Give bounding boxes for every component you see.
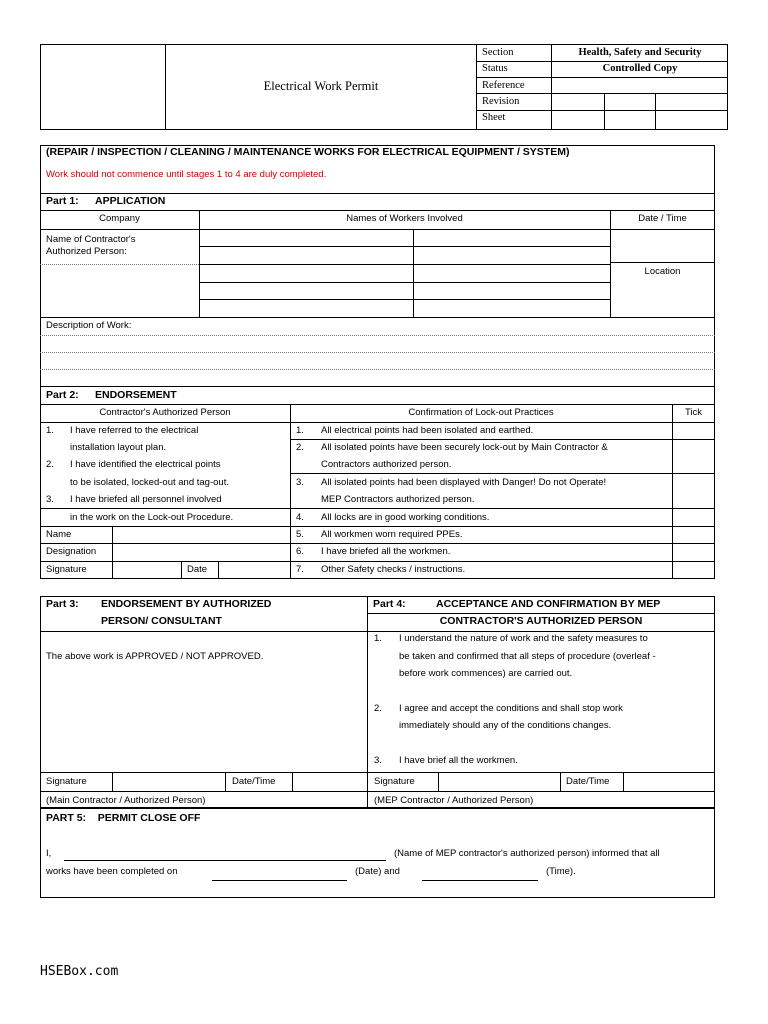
endorse-left-t5: I have briefed all personnel involved xyxy=(70,494,222,505)
col-workers: Names of Workers Involved xyxy=(346,213,463,224)
lockout-t5: All workmen worn required PPEs. xyxy=(321,529,463,540)
part5-time: (Time). xyxy=(546,866,576,877)
col-datetime: Date / Time xyxy=(638,213,687,224)
location-label: Location xyxy=(644,266,681,277)
lockout-t2: All isolated points have been securely lock-out by Main Contractor & xyxy=(321,442,608,453)
accept-n3: 3. xyxy=(374,755,382,766)
lockout-t3: All isolated points had been displayed with Danger! Do not Operate! xyxy=(321,477,607,488)
accept-t2: I agree and accept the conditions and shall stop work xyxy=(399,703,623,714)
header-value-section: Health, Safety and Security xyxy=(578,47,702,58)
accept-t1b: be taken and confirmed that all steps of procedure (overleaf - xyxy=(399,651,656,662)
header-value-status: Controlled Copy xyxy=(602,63,678,74)
lockout-n6: 6. xyxy=(296,546,304,557)
header-label-status: Status xyxy=(482,63,508,74)
part3-datetime-label: Date/Time xyxy=(232,776,276,787)
lockout-t4: All locks are in good working conditions. xyxy=(321,512,490,523)
endorse-left-t1: I have referred to the electrical xyxy=(70,425,199,436)
accept-t1c: before work commences) are carried out. xyxy=(399,668,573,679)
header-label-reference: Reference xyxy=(482,80,525,91)
endorse-left-t4: to be isolated, locked-out and tag-out. xyxy=(70,477,229,488)
part2-title: ENDORSEMENT xyxy=(95,389,177,401)
col-contractor-person: Contractor's Authorized Person xyxy=(99,407,231,418)
part1-title: APPLICATION xyxy=(95,195,166,207)
endorse-left-t2: installation layout plan. xyxy=(70,442,167,453)
part5-title: PART 5: PERMIT CLOSE OFF xyxy=(46,812,201,824)
part5-date-and: (Date) and xyxy=(355,866,400,877)
accept-n1: 1. xyxy=(374,633,382,644)
approval-text: The above work is APPROVED / NOT APPROVED. xyxy=(46,651,264,662)
warning-text: Work should not commence until stages 1 to 4 are duly completed. xyxy=(46,169,327,180)
part3-footer: (Main Contractor / Authorized Person) xyxy=(46,795,206,806)
part5-date-line[interactable] xyxy=(212,880,347,881)
header-label-sheet: Sheet xyxy=(482,112,506,123)
lockout-n7: 7. xyxy=(296,564,304,575)
accept-t1: I understand the nature of work and the safety measures to xyxy=(399,633,648,644)
endorse-left-n3: 2. xyxy=(46,459,54,470)
endorse-left-t3: I have identified the electrical points xyxy=(70,459,221,470)
site-footer: HSEBox.com xyxy=(40,964,119,979)
contractor-label-2: Authorized Person: xyxy=(46,246,127,257)
part2-number: Part 2: xyxy=(46,389,79,401)
date-label: Date xyxy=(187,564,208,575)
scope-heading: (REPAIR / INSPECTION / CLEANING / MAINTENANCE WORKS FOR ELECTRICAL EQUIPMENT / SYSTEM) xyxy=(46,146,570,158)
part3-title-2: PERSON/ CONSULTANT xyxy=(101,615,222,627)
part4-number: Part 4: xyxy=(373,598,406,610)
lockout-t7: Other Safety checks / instructions. xyxy=(321,564,466,575)
part5-works: works have been completed on xyxy=(46,866,178,877)
lockout-t3b: MEP Contractors authorized person. xyxy=(321,494,475,505)
lockout-n2: 2. xyxy=(296,442,304,453)
lockout-n1: 1. xyxy=(296,425,304,436)
part4-signature-label: Signature xyxy=(374,776,415,787)
lockout-n3: 3. xyxy=(296,477,304,488)
designation-label: Designation xyxy=(46,546,97,557)
part5-name-note: (Name of MEP contractor's authorized person) informed that all xyxy=(394,848,660,859)
page-title: Electrical Work Permit xyxy=(263,79,379,93)
part3-number: Part 3: xyxy=(46,598,79,610)
part3-signature-label: Signature xyxy=(46,776,87,787)
part4-footer: (MEP Contractor / Authorized Person) xyxy=(374,795,534,806)
accept-t3: I have brief all the workmen. xyxy=(399,755,518,766)
accept-t2b: immediately should any of the conditions changes. xyxy=(399,720,612,731)
part4-datetime-label: Date/Time xyxy=(566,776,610,787)
accept-n2: 2. xyxy=(374,703,382,714)
lockout-t1: All electrical points had been isolated and earthed. xyxy=(321,425,534,436)
header-label-section: Section xyxy=(482,47,514,58)
part3-title-1: ENDORSEMENT BY AUTHORIZED xyxy=(101,598,272,610)
endorse-left-n5: 3. xyxy=(46,494,54,505)
endorse-left-n1: 1. xyxy=(46,425,54,436)
endorse-left-t6: in the work on the Lock-out Procedure. xyxy=(70,512,234,523)
lockout-n5: 5. xyxy=(296,529,304,540)
lockout-n4: 4. xyxy=(296,512,304,523)
description-label: Description of Work: xyxy=(46,320,132,331)
col-tick: Tick xyxy=(684,407,703,418)
lockout-t2b: Contractors authorized person. xyxy=(321,459,452,470)
signature-label: Signature xyxy=(46,564,87,575)
lockout-t6: I have briefed all the workmen. xyxy=(321,546,451,557)
name-label: Name xyxy=(46,529,72,540)
header-label-revision: Revision xyxy=(482,96,520,107)
part4-title-2: CONTRACTOR'S AUTHORIZED PERSON xyxy=(439,615,643,627)
part5-i: I, xyxy=(46,848,52,859)
part5-time-line[interactable] xyxy=(422,880,538,881)
part5-name-line[interactable] xyxy=(64,860,386,861)
part1-number: Part 1: xyxy=(46,195,79,207)
col-lockout: Confirmation of Lock-out Practices xyxy=(408,407,554,418)
col-company: Company xyxy=(99,213,140,224)
contractor-label-1: Name of Contractor's xyxy=(46,234,136,245)
part4-title-1: ACCEPTANCE AND CONFIRMATION BY MEP xyxy=(436,598,661,610)
